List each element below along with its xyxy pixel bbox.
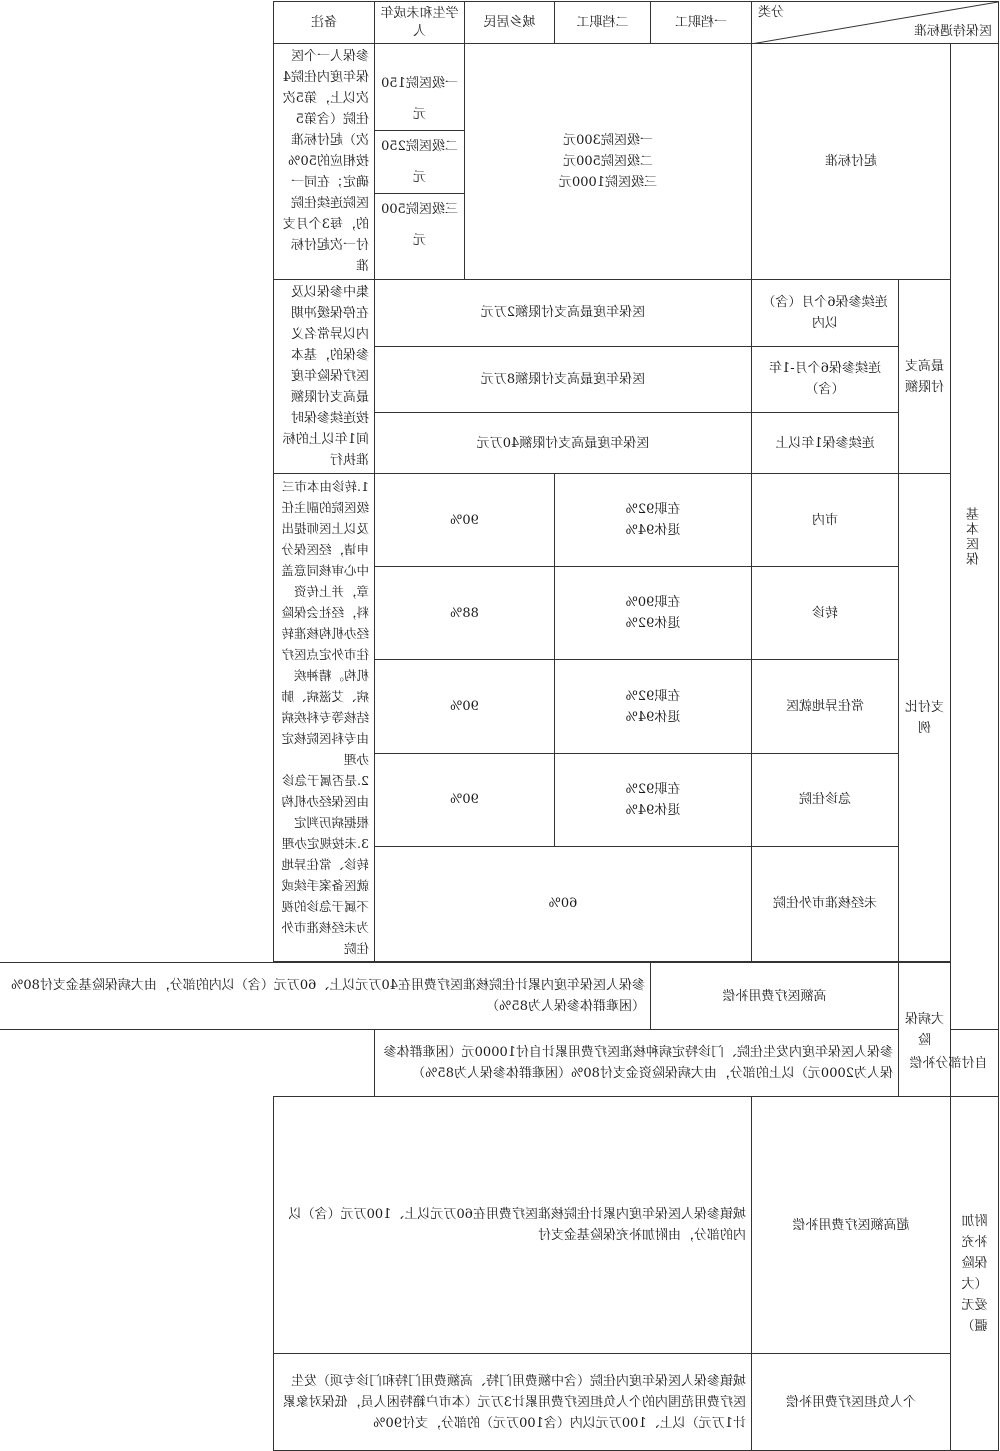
limit-label: 最高支付限额 [899, 280, 951, 474]
header-corner-cell [751, 2, 998, 44]
row-qifu [0, 44, 999, 280]
ratio-name: 市内 [751, 474, 898, 567]
qifu-label: 起付标准 [751, 44, 950, 280]
header-corner-top: 医保待遇标准 [913, 24, 992, 39]
qifu-student-cell [374, 44, 464, 280]
ratio-line: 在职92% [625, 688, 681, 704]
row-limit-2 [0, 346, 999, 413]
row-ratio-4 [0, 753, 999, 846]
ratio-label: 支付比例 [899, 474, 951, 962]
row-ratio-5 [0, 846, 999, 961]
ratio-other: 90% [374, 660, 554, 753]
header-col-employee-1: 一档职工 [650, 2, 751, 44]
row-limit-3 [0, 413, 999, 474]
ratio-note [273, 474, 374, 962]
ratio-note-line: 3.未按规定办理转诊、常住异地就医备案手续或不属于急诊的视为未经核准市外住院 [281, 836, 369, 956]
critical-name: 高额医疗费用补偿 [650, 963, 898, 1030]
medical-insurance-table [0, 1, 999, 1451]
row-supp-2 [0, 1354, 999, 1451]
ratio-line: 退休94% [625, 802, 681, 818]
ratio-line: 退休92% [625, 616, 681, 632]
limit-value: 医保年度最高支付限额40万元 [374, 413, 751, 474]
qifu-student-line: 一级医院150元 [375, 68, 464, 131]
ratio-line: 在职92% [625, 502, 681, 518]
supp-text: 城镇参保人医保年度内累计住院核准医疗费用在60万元以上、100万元（含）以内的部分，由附加补充保险基金支付 [273, 1097, 751, 1354]
supp-text: 城镇参保人医保年度内住院（含中额费用门特、高额费用门特和门诊专项）发生医疗费用范围内的个人负担医疗费用累计3万元（本市户籍特困人员，低保对象累计1万元）以上、100万元以内（含100万元）的部分，支付90% [273, 1354, 751, 1451]
ratio-line: 退休94% [625, 709, 681, 725]
row-ratio-3 [0, 660, 999, 753]
header-col-note: 备注 [273, 2, 374, 44]
row-supp-1 [0, 1097, 999, 1354]
ratio-employee-cell [554, 567, 751, 660]
limit-cond: 连续参保6个月（含）以内 [751, 280, 898, 347]
ratio-line: 在职90% [625, 595, 681, 611]
section-basic-label: 基本医保 [967, 506, 982, 567]
row-critical-1 [0, 963, 999, 1030]
section-critical: 大病保险 [899, 963, 951, 1097]
ratio-line: 退休94% [625, 523, 681, 539]
limit-note: 集中参保以及在停保缓冲期内以异常名义参保的，基本医疗保险年度最高支付限额按连续参保时间1年以上的标准执行 [273, 280, 374, 474]
ratio-line: 在职92% [625, 781, 681, 797]
qifu-employee-line: 一级医院300元 [563, 133, 653, 148]
ratio-other: 88% [374, 567, 554, 660]
critical-text: 参保人医保年度内累计住院核准医疗费用在40万元以上、60万元（含）以内的部分，由大病保险基金支付80%（困难群体参保人为85%） [0, 963, 650, 1030]
mirrored-document [0, 1, 1000, 1431]
ratio-other: 90% [374, 753, 554, 846]
ratio-name: 未经核准市外住院 [751, 846, 898, 961]
ratio-employee-cell [554, 660, 751, 753]
ratio-other: 90% [374, 474, 554, 567]
qifu-student-line: 二级医院250元 [375, 131, 464, 194]
row-limit-1 [0, 280, 999, 347]
qifu-employee-line: 二级医院500元 [563, 154, 653, 169]
ratio-note-line: 2.是否属于急诊由医保经办机构根据病历判定 [281, 773, 369, 830]
qifu-employee-line: 三级医院1000元 [558, 175, 658, 190]
limit-value: 医保年度最高支付限额2万元 [374, 280, 751, 347]
limit-cond: 连续参保1年以上 [751, 413, 898, 474]
header-col-resident: 城乡居民 [464, 2, 554, 44]
header-col-student: 学生和未成年人 [374, 2, 464, 44]
supp-name: 超高额医疗费用补偿 [751, 1097, 950, 1354]
page [0, 1, 1000, 1431]
ratio-note-line: 1.转诊由本市三级医院的副主任及以上医师提出申请，经医保分中心审核同意盖章，并上传资料，经社会保险经办机构核准转往市外定点医疗机构。精神疾病、艾滋病、肺结核等专科疾病由专科医院核定办理 [281, 479, 369, 767]
ratio-name: 急诊住院 [751, 753, 898, 846]
header-corner-bottom: 分类 [757, 5, 784, 20]
qifu-employee-cell [464, 44, 751, 280]
header-row [0, 2, 999, 44]
section-supp: 附加补充保险（大爱无疆） [951, 1097, 999, 1451]
section-basic [951, 44, 999, 1030]
ratio-name: 常住异地就医 [751, 660, 898, 753]
limit-value: 医保年度最高支付限额8万元 [374, 346, 751, 413]
supp-name: 个人负担医疗费用补偿 [751, 1354, 950, 1451]
ratio-other: 60% [374, 846, 751, 961]
header-col-employee-2: 二档职工 [554, 2, 650, 44]
critical-name: 自付部分补偿 [899, 1030, 999, 1097]
critical-text: 参保人医保年度内发生住院、门诊特定病种核准医疗费用累计自付10000元（困难群体参保人为2000元）以上的部分，由大病保险资金支付80%（困难群体参保人为85%） [374, 1030, 898, 1097]
row-critical-2 [0, 1030, 999, 1097]
ratio-employee-cell [554, 753, 751, 846]
row-ratio-1 [0, 474, 999, 567]
limit-cond: 连续参保6个月-1年（含） [751, 346, 898, 413]
ratio-employee-cell [554, 474, 751, 567]
qifu-note: 参保人一个医保年度内住院4次以上，第5次住院（含第5次）起付标准按相应的50%确定；在同一医院连续住院的，每3个月支付一次起付标准 [273, 44, 374, 280]
ratio-name: 转诊 [751, 567, 898, 660]
qifu-student-line: 三级医院500元 [381, 201, 458, 248]
row-ratio-2 [0, 567, 999, 660]
